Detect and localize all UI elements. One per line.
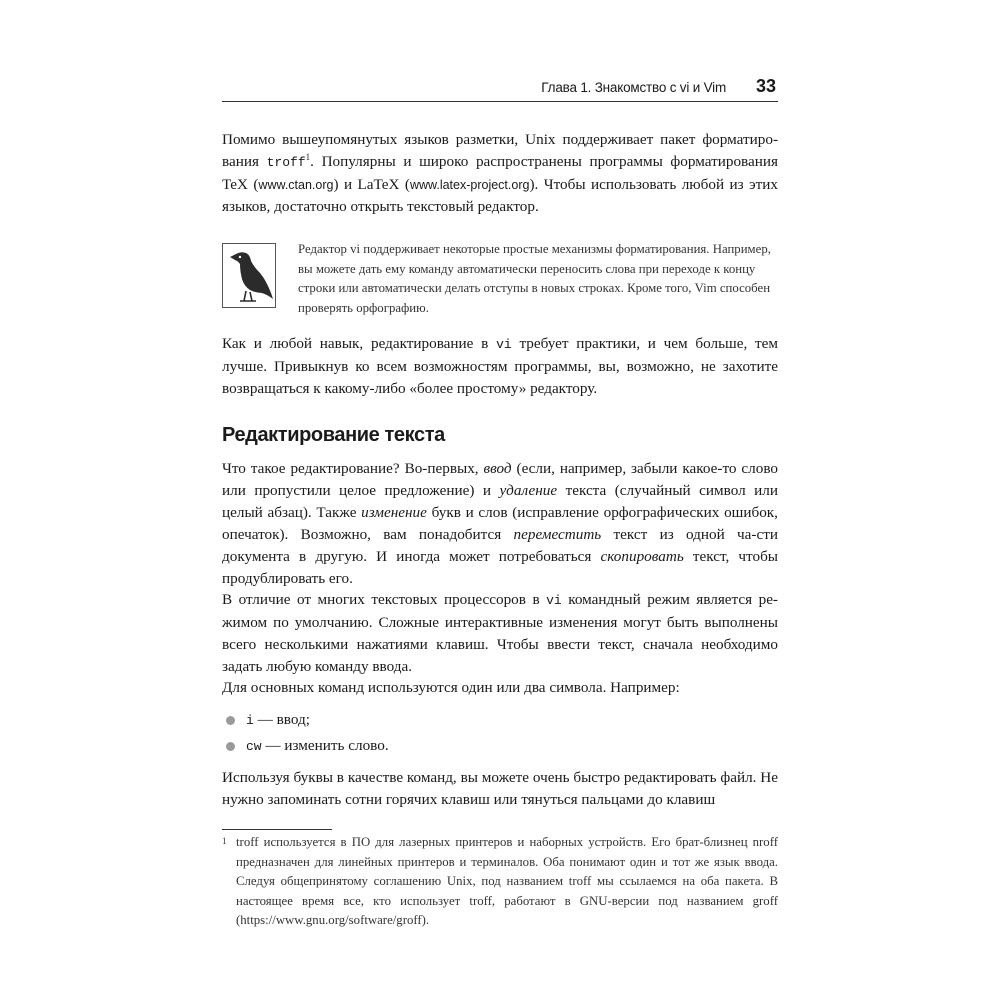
editing-text-6: текст, чтобы продублировать его.	[222, 548, 778, 587]
footnote-text: troff используется в ПО для лазерных принтеров и наборных устройств. Его брат-близнец nroff предназначен для линейных принтеров и терминалов. Оба понимают один и тот же язык ввода. Следуя общепринятому соглашению Unix, под названием troff мы ссылаемся на оба пакета. В настоящее время все, кто использует troff, работают в GNU-версии под названием groff (https://www.gnu.org/software/groff).	[236, 835, 778, 927]
footnote-ref: 1	[305, 151, 311, 162]
footnote	[222, 833, 778, 931]
editing-text-3: текста (случайный символ или целый абзац). Также	[222, 482, 778, 521]
section-heading: Редактирование текста	[222, 424, 445, 446]
intro-text-4: ). Чтобы использовать любой из этих языков, достаточно открыть текстовый редактор.	[222, 176, 778, 215]
command-description: — ввод;	[253, 711, 310, 728]
editing-paragraph	[222, 458, 778, 590]
modes-paragraph	[222, 589, 778, 678]
command-description: — изменить слово.	[261, 737, 389, 754]
editing-text-5: текст из одной ча-сти документа в другую. И иногда может потребоваться	[222, 526, 778, 565]
modes-text-2: командный режим является ре-жимом по умолчанию. Сложные интерактивные изменения могут быть выполнены всего несколькими нажатиями клавиш. Чтобы ввести текст, сначала необходимо задать любую команду ввода.	[222, 591, 778, 675]
editing-text-4: букв и слов (исправление орфографических ошибок, опечаток). Возможно, вам понадобится	[222, 504, 778, 543]
emphasis-input: ввод	[483, 460, 512, 477]
ctan-url: www.ctan.org	[258, 178, 334, 192]
command-code: cw	[246, 739, 262, 754]
emphasis-delete: удаление	[499, 482, 558, 499]
footnote-mark: 1	[222, 836, 227, 846]
emphasis-move: переместить	[513, 526, 602, 543]
vi-code: vi	[546, 593, 562, 608]
command-code: i	[246, 713, 254, 728]
troff-code: troff	[266, 155, 306, 170]
chapter-title: Глава 1. Знакомство с vi и Vim	[541, 80, 726, 95]
running-header	[222, 70, 778, 102]
footnote-rule	[222, 829, 332, 830]
page-number: 33	[755, 76, 776, 96]
latex-url: www.latex-project.org	[409, 178, 530, 192]
emphasis-copy: скопировать	[600, 548, 684, 565]
vi-code: vi	[496, 337, 512, 352]
practice-text-1: Как и любой навык, редактирование в	[222, 335, 497, 352]
commands-intro: Для основных команд используются один или два символа. Например:	[222, 679, 680, 696]
note-text: Редактор vi поддерживает некоторые простые механизмы форматирования. Например, вы можете дать ему команду автоматически переносить слова при переходе к концу строки или автоматически делать отступы в новых строках. Кроме того, Vim способен проверять орфографию.	[298, 242, 771, 315]
bullet-icon	[226, 716, 235, 725]
intro-text-1: Помимо вышеупомянутых языков разметки, Unix поддерживает пакет форматиро-вания	[222, 131, 778, 170]
editing-text-2: (если, например, забыли какое-то слово или пропустили целое предложение) и	[222, 460, 778, 499]
crow-icon	[222, 243, 276, 308]
practice-text-2: требует практики, и чем больше, тем лучше. Привыкнув ко всем возможностям программы, вы, возможно, не захотите возвращаться к какому-либо «более простому» редактору.	[222, 335, 778, 397]
modes-text-1: В отличие от многих текстовых процессоров в	[222, 591, 547, 608]
emphasis-change: изменение	[361, 504, 427, 521]
intro-text-2: . Популярны и широко распространены программы форматирования TeX (	[222, 153, 778, 193]
practice-paragraph	[222, 333, 778, 400]
closing-paragraph: Используя буквы в качестве команд, вы можете очень быстро редактировать файл. Не нужно запоминать сотни горячих клавиш или тянуться пальцами до клавиш	[222, 769, 778, 808]
header-rule	[222, 101, 778, 102]
editing-text-1: Что такое редактирование? Во-первых,	[222, 460, 484, 477]
intro-text-3: ) и LaTeX (	[333, 176, 410, 193]
bullet-icon	[226, 742, 235, 751]
intro-paragraph	[222, 129, 778, 218]
